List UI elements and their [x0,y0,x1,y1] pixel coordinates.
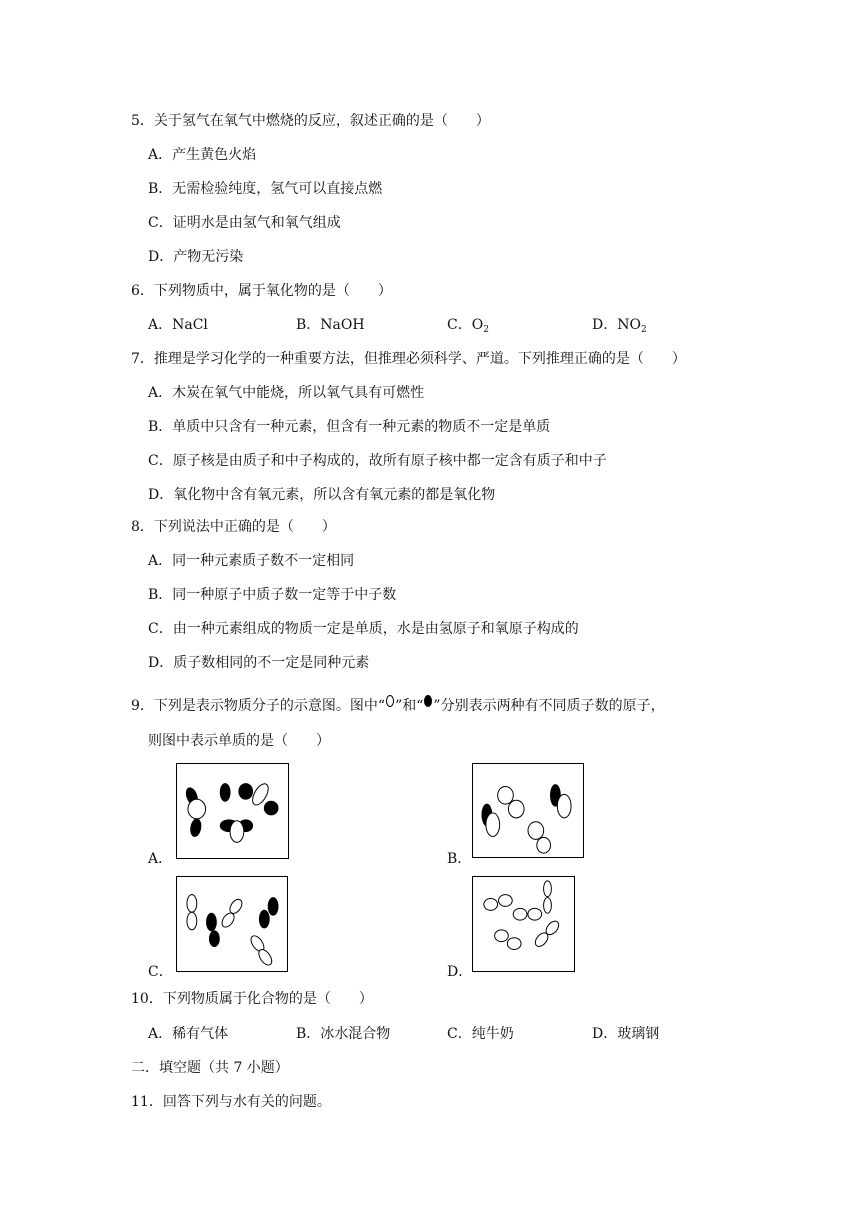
q9-stem-part1: 9．下列是表示物质分子的示意图。图中“ [131,698,386,714]
q8-stem: 8．下列说法中正确的是（ ） [131,519,336,535]
section-heading: 二．填空题（共 7 小题） [131,1060,289,1076]
q10-option-b: B．冰水混合物 [296,1026,391,1042]
q5-option-c: C．证明水是由氢气和氧气组成 [148,215,341,231]
q9-label-a: A． [148,851,173,867]
q8-option-c: C．由一种元素组成的物质一定是单质，水是由氢原子和氧原子构成的 [148,621,579,637]
q10-option-d: D．玻璃钢 [592,1026,660,1042]
q6-option-d [592,316,647,339]
q6-option-c-text: C．O [447,317,484,333]
q5-option-a: A．产生黄色火焰 [148,147,257,163]
q6-option-d-text: D．NO [592,317,641,333]
q6-option-b: B．NaOH [296,317,365,333]
q7-option-a: A．木炭在氧气中能烧，所以氧气具有可燃性 [148,385,425,401]
q6-option-c-subscript: 2 [483,325,489,335]
q10-option-c: C．纯牛奶 [447,1026,514,1042]
q5-option-b: B．无需检验纯度，氢气可以直接点燃 [148,181,383,197]
q6-option-d-subscript: 2 [640,325,647,335]
q6-option-a: A．NaCl [148,317,208,333]
q8-option-d: D．质子数相同的不一定是同种元素 [148,655,370,671]
white-atom-icon [385,694,395,708]
q8-option-a: A．同一种元素质子数不一定相同 [148,553,355,569]
diagram-c [176,876,288,972]
q7-option-d: D．氧化物中含有氧元素，所以含有氧元素的都是氧化物 [148,487,496,503]
q9-label-b: B． [447,851,472,867]
q5-option-d: D．产物无污染 [148,249,244,265]
q9-label-d: D． [447,964,473,980]
q5-stem: 5．关于氢气在氧气中燃烧的反应，叙述正确的是（ ） [131,113,490,129]
q9-stem-part3: ”分别表示两种有不同质子数的原子， [433,698,665,714]
q10-option-a: A．稀有气体 [148,1026,229,1042]
q7-option-c: C．原子核是由质子和中子构成的，故所有原子核中都一定含有质子和中子 [148,453,607,469]
diagram-a [176,763,289,859]
q10-stem: 10．下列物质属于化合物的是（ ） [131,991,373,1007]
q9-stem-line2: 则图中表示单质的是（ ） [148,733,330,749]
diagram-b [472,763,584,858]
q11-stem: 11．回答下列与水有关的问题。 [131,1094,331,1110]
q9-label-c: C． [148,964,173,980]
q8-option-b: B．同一种原子中质子数一定等于中子数 [148,587,397,603]
q6-option-c [447,316,489,339]
q7-stem: 7．推理是学习化学的一种重要方法，但推理必须科学、严道。下列推理正确的是（ ） [131,351,686,367]
black-atom-icon [423,694,433,708]
q7-option-b: B．单质中只含有一种元素，但含有一种元素的物质不一定是单质 [148,419,551,435]
diagram-d [472,876,575,972]
q6-stem: 6．下列物质中，属于氧化物的是（ ） [131,283,392,299]
q9-stem-part2: ”和“ [395,698,424,714]
q9-stem [131,694,665,715]
